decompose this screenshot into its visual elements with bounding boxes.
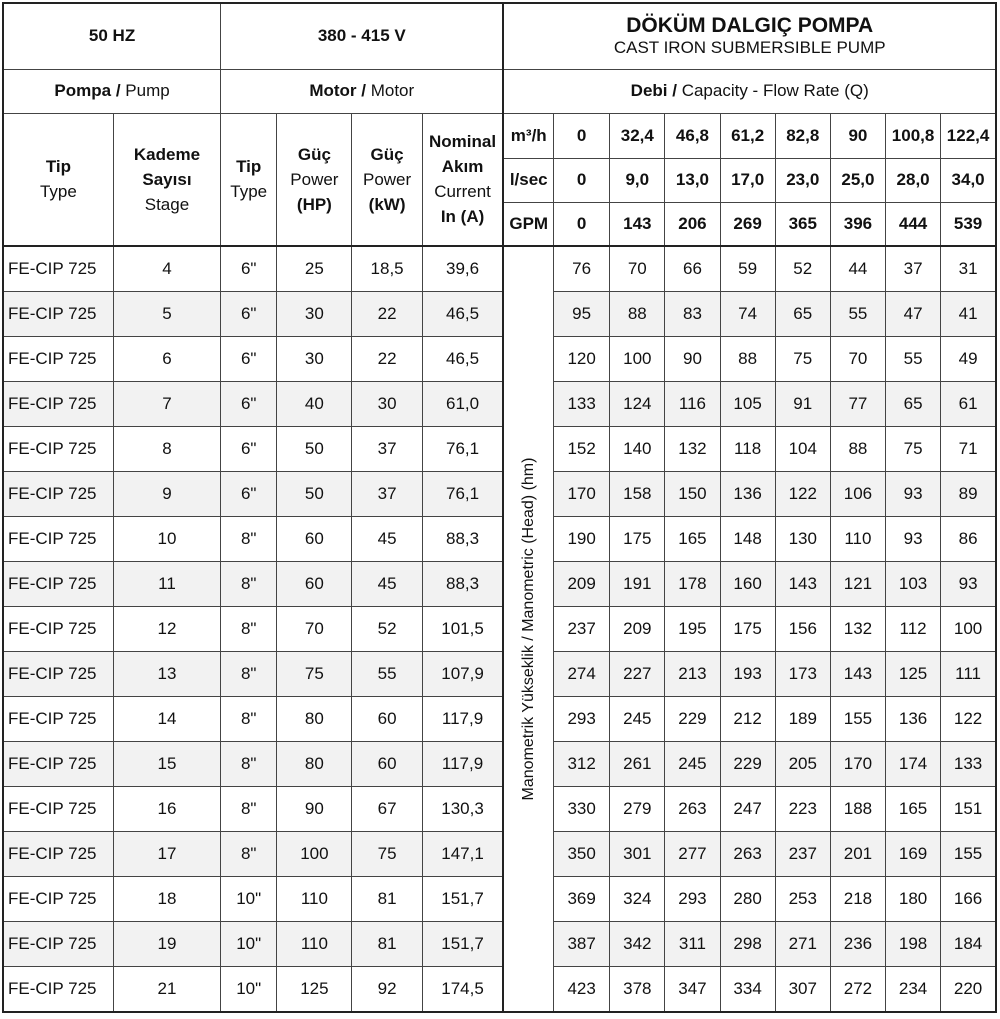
motor-type-cell: 10" xyxy=(221,877,277,922)
power-kw-cell: 55 xyxy=(352,652,422,697)
head-value: 52 xyxy=(775,246,830,292)
table-row xyxy=(3,337,996,382)
stage-cell: 12 xyxy=(113,607,220,652)
table-row xyxy=(3,607,996,652)
flow-value: 100,8 xyxy=(886,113,941,158)
pump-type-cell: FE-CIP 725 xyxy=(3,562,113,607)
stage-cell: 4 xyxy=(113,246,220,292)
head-value: 66 xyxy=(665,246,720,292)
head-value: 166 xyxy=(941,877,996,922)
head-value: 132 xyxy=(830,607,885,652)
motor-type-cell: 6" xyxy=(221,427,277,472)
current-cell: 147,1 xyxy=(422,832,503,877)
head-value: 155 xyxy=(941,832,996,877)
pump-type-cell: FE-CIP 725 xyxy=(3,427,113,472)
title-tr: DÖKÜM DALGIÇ POMPA xyxy=(626,14,874,38)
stage-cell: 7 xyxy=(113,382,220,427)
head-value: 61 xyxy=(941,382,996,427)
head-value: 174 xyxy=(886,742,941,787)
current-cell: 46,5 xyxy=(422,292,503,337)
power-hp-cell: 90 xyxy=(277,787,352,832)
head-value: 136 xyxy=(886,697,941,742)
head-value: 55 xyxy=(830,292,885,337)
head-value: 151 xyxy=(941,787,996,832)
pump-type-cell: FE-CIP 725 xyxy=(3,292,113,337)
stage-cell: 18 xyxy=(113,877,220,922)
power-hp-cell: 50 xyxy=(277,427,352,472)
table-row xyxy=(3,292,996,337)
motor-type-cell: 6" xyxy=(221,246,277,292)
head-value: 136 xyxy=(720,472,775,517)
stage-cell: 19 xyxy=(113,922,220,967)
head-value: 277 xyxy=(665,832,720,877)
motor-type-cell: 6" xyxy=(221,472,277,517)
flow-unit-label: GPM xyxy=(503,202,553,246)
current-cell: 107,9 xyxy=(422,652,503,697)
motor-type-cell: 6" xyxy=(221,382,277,427)
head-value: 112 xyxy=(886,607,941,652)
head-value: 218 xyxy=(830,877,885,922)
head-value: 89 xyxy=(941,472,996,517)
stage-cell: 13 xyxy=(113,652,220,697)
head-value: 188 xyxy=(830,787,885,832)
pump-type-cell: FE-CIP 725 xyxy=(3,967,113,1013)
head-value: 110 xyxy=(830,517,885,562)
head-value: 324 xyxy=(610,877,665,922)
head-value: 130 xyxy=(775,517,830,562)
head-value: 95 xyxy=(554,292,610,337)
current-cell: 101,5 xyxy=(422,607,503,652)
power-kw-cell: 67 xyxy=(352,787,422,832)
head-value: 93 xyxy=(886,517,941,562)
motor-type-cell: 8" xyxy=(221,742,277,787)
power-kw-cell: 30 xyxy=(352,382,422,427)
head-value: 116 xyxy=(665,382,720,427)
table-row xyxy=(3,562,996,607)
table-row xyxy=(3,697,996,742)
pump-spec-table xyxy=(2,2,997,1013)
power-kw-cell: 22 xyxy=(352,337,422,382)
head-value: 311 xyxy=(665,922,720,967)
table-row xyxy=(3,967,996,1013)
motor-type-cell: 8" xyxy=(221,652,277,697)
head-value: 90 xyxy=(665,337,720,382)
head-value: 86 xyxy=(941,517,996,562)
head-value: 213 xyxy=(665,652,720,697)
head-value: 184 xyxy=(941,922,996,967)
power-kw-cell: 52 xyxy=(352,607,422,652)
head-value: 227 xyxy=(610,652,665,697)
power-hp-cell: 125 xyxy=(277,967,352,1013)
flow-value: 82,8 xyxy=(775,113,830,158)
head-value: 103 xyxy=(886,562,941,607)
motor-type-cell: 8" xyxy=(221,697,277,742)
head-value: 205 xyxy=(775,742,830,787)
head-value: 369 xyxy=(554,877,610,922)
power-kw-cell: 60 xyxy=(352,697,422,742)
head-value: 237 xyxy=(554,607,610,652)
stage-cell: 17 xyxy=(113,832,220,877)
col-power-hp: Güç Power (HP) xyxy=(277,113,352,246)
pump-type-cell: FE-CIP 725 xyxy=(3,246,113,292)
head-value: 150 xyxy=(665,472,720,517)
head-label-text: Manometrik Yükseklik / Manometric (Head) (hm) xyxy=(519,457,537,801)
head-value: 173 xyxy=(775,652,830,697)
head-value: 195 xyxy=(665,607,720,652)
table-row xyxy=(3,742,996,787)
current-cell: 117,9 xyxy=(422,697,503,742)
head-value: 301 xyxy=(610,832,665,877)
head-value: 70 xyxy=(830,337,885,382)
head-value: 83 xyxy=(665,292,720,337)
col-power-kw: Güç Power (kW) xyxy=(352,113,422,246)
stage-cell: 21 xyxy=(113,967,220,1013)
stage-cell: 9 xyxy=(113,472,220,517)
head-value: 209 xyxy=(610,607,665,652)
current-cell: 88,3 xyxy=(422,517,503,562)
head-value: 88 xyxy=(610,292,665,337)
current-cell: 174,5 xyxy=(422,967,503,1013)
head-value: 387 xyxy=(554,922,610,967)
head-axis-label xyxy=(503,246,553,1012)
table-title xyxy=(503,3,996,69)
pump-type-cell: FE-CIP 725 xyxy=(3,832,113,877)
head-value: 37 xyxy=(886,246,941,292)
power-hp-cell: 75 xyxy=(277,652,352,697)
head-value: 133 xyxy=(554,382,610,427)
voltage-label: 380 - 415 V xyxy=(221,3,504,69)
flow-group-header: Debi / Capacity - Flow Rate (Q) xyxy=(503,69,996,113)
pump-type-cell: FE-CIP 725 xyxy=(3,337,113,382)
current-cell: 88,3 xyxy=(422,562,503,607)
head-value: 106 xyxy=(830,472,885,517)
stage-cell: 14 xyxy=(113,697,220,742)
head-value: 47 xyxy=(886,292,941,337)
head-value: 245 xyxy=(665,742,720,787)
head-value: 201 xyxy=(830,832,885,877)
flow-value: 46,8 xyxy=(665,113,720,158)
motor-type-cell: 8" xyxy=(221,607,277,652)
table-row xyxy=(3,472,996,517)
flow-value: 61,2 xyxy=(720,113,775,158)
head-value: 91 xyxy=(775,382,830,427)
head-value: 190 xyxy=(554,517,610,562)
head-value: 100 xyxy=(610,337,665,382)
flow-value: 17,0 xyxy=(720,158,775,202)
head-value: 76 xyxy=(554,246,610,292)
head-value: 65 xyxy=(775,292,830,337)
head-value: 122 xyxy=(941,697,996,742)
flow-value: 122,4 xyxy=(941,113,996,158)
motor-type-cell: 6" xyxy=(221,337,277,382)
table-row xyxy=(3,382,996,427)
head-value: 293 xyxy=(554,697,610,742)
pump-group-header: Pompa / Pump xyxy=(3,69,221,113)
head-value: 93 xyxy=(886,472,941,517)
head-value: 272 xyxy=(830,967,885,1013)
head-value: 261 xyxy=(610,742,665,787)
stage-cell: 10 xyxy=(113,517,220,562)
head-value: 350 xyxy=(554,832,610,877)
head-value: 75 xyxy=(775,337,830,382)
frequency-label: 50 HZ xyxy=(3,3,221,69)
motor-type-cell: 8" xyxy=(221,562,277,607)
flow-value: 143 xyxy=(610,202,665,246)
motor-group-header: Motor / Motor xyxy=(221,69,504,113)
head-value: 70 xyxy=(610,246,665,292)
head-value: 223 xyxy=(775,787,830,832)
pump-type-cell: FE-CIP 725 xyxy=(3,742,113,787)
head-value: 170 xyxy=(554,472,610,517)
pump-type-cell: FE-CIP 725 xyxy=(3,697,113,742)
flow-value: 32,4 xyxy=(610,113,665,158)
stage-cell: 6 xyxy=(113,337,220,382)
flow-value: 0 xyxy=(554,158,610,202)
flow-value: 444 xyxy=(886,202,941,246)
head-value: 220 xyxy=(941,967,996,1013)
motor-type-cell: 8" xyxy=(221,517,277,562)
current-cell: 76,1 xyxy=(422,472,503,517)
head-value: 189 xyxy=(775,697,830,742)
head-value: 88 xyxy=(830,427,885,472)
head-value: 423 xyxy=(554,967,610,1013)
head-value: 156 xyxy=(775,607,830,652)
current-cell: 61,0 xyxy=(422,382,503,427)
current-cell: 130,3 xyxy=(422,787,503,832)
power-hp-cell: 60 xyxy=(277,517,352,562)
motor-type-cell: 10" xyxy=(221,922,277,967)
head-value: 140 xyxy=(610,427,665,472)
head-value: 280 xyxy=(720,877,775,922)
flow-value: 23,0 xyxy=(775,158,830,202)
head-value: 378 xyxy=(610,967,665,1013)
head-value: 347 xyxy=(665,967,720,1013)
head-value: 44 xyxy=(830,246,885,292)
flow-value: 269 xyxy=(720,202,775,246)
power-kw-cell: 37 xyxy=(352,427,422,472)
head-value: 234 xyxy=(886,967,941,1013)
flow-value: 396 xyxy=(830,202,885,246)
flow-value: 0 xyxy=(554,202,610,246)
head-value: 169 xyxy=(886,832,941,877)
head-value: 120 xyxy=(554,337,610,382)
head-value: 59 xyxy=(720,246,775,292)
power-hp-cell: 40 xyxy=(277,382,352,427)
pump-type-cell: FE-CIP 725 xyxy=(3,472,113,517)
current-cell: 117,9 xyxy=(422,742,503,787)
head-value: 49 xyxy=(941,337,996,382)
head-value: 342 xyxy=(610,922,665,967)
head-value: 152 xyxy=(554,427,610,472)
head-value: 170 xyxy=(830,742,885,787)
power-hp-cell: 60 xyxy=(277,562,352,607)
head-value: 41 xyxy=(941,292,996,337)
current-cell: 151,7 xyxy=(422,922,503,967)
table-row xyxy=(3,787,996,832)
flow-value: 34,0 xyxy=(941,158,996,202)
col-motor-type: Tip Type xyxy=(221,113,277,246)
head-value: 209 xyxy=(554,562,610,607)
head-value: 312 xyxy=(554,742,610,787)
head-value: 193 xyxy=(720,652,775,697)
col-stage: Kademe Sayısı Stage xyxy=(113,113,220,246)
power-kw-cell: 18,5 xyxy=(352,246,422,292)
head-value: 245 xyxy=(610,697,665,742)
head-value: 271 xyxy=(775,922,830,967)
head-value: 71 xyxy=(941,427,996,472)
head-value: 175 xyxy=(720,607,775,652)
head-value: 165 xyxy=(886,787,941,832)
head-value: 178 xyxy=(665,562,720,607)
power-kw-cell: 22 xyxy=(352,292,422,337)
table-row xyxy=(3,877,996,922)
head-value: 88 xyxy=(720,337,775,382)
head-value: 104 xyxy=(775,427,830,472)
flow-value: 206 xyxy=(665,202,720,246)
head-value: 148 xyxy=(720,517,775,562)
head-value: 307 xyxy=(775,967,830,1013)
head-value: 247 xyxy=(720,787,775,832)
title-en: CAST IRON SUBMERSIBLE PUMP xyxy=(613,38,886,58)
power-kw-cell: 45 xyxy=(352,562,422,607)
pump-type-cell: FE-CIP 725 xyxy=(3,922,113,967)
power-kw-cell: 81 xyxy=(352,877,422,922)
motor-type-cell: 8" xyxy=(221,832,277,877)
current-cell: 76,1 xyxy=(422,427,503,472)
head-value: 74 xyxy=(720,292,775,337)
current-cell: 46,5 xyxy=(422,337,503,382)
head-value: 160 xyxy=(720,562,775,607)
head-value: 236 xyxy=(830,922,885,967)
table-row xyxy=(3,922,996,967)
power-kw-cell: 45 xyxy=(352,517,422,562)
head-value: 93 xyxy=(941,562,996,607)
pump-type-cell: FE-CIP 725 xyxy=(3,652,113,697)
head-value: 143 xyxy=(830,652,885,697)
head-value: 77 xyxy=(830,382,885,427)
stage-cell: 15 xyxy=(113,742,220,787)
current-cell: 151,7 xyxy=(422,877,503,922)
stage-cell: 16 xyxy=(113,787,220,832)
head-value: 263 xyxy=(720,832,775,877)
flow-value: 13,0 xyxy=(665,158,720,202)
head-value: 133 xyxy=(941,742,996,787)
flow-unit-label: l/sec xyxy=(503,158,553,202)
head-value: 105 xyxy=(720,382,775,427)
head-value: 100 xyxy=(941,607,996,652)
head-value: 121 xyxy=(830,562,885,607)
head-value: 118 xyxy=(720,427,775,472)
head-value: 180 xyxy=(886,877,941,922)
table-row xyxy=(3,246,996,292)
power-hp-cell: 30 xyxy=(277,292,352,337)
pump-type-cell: FE-CIP 725 xyxy=(3,382,113,427)
flow-value: 9,0 xyxy=(610,158,665,202)
head-value: 293 xyxy=(665,877,720,922)
col-type: Tip Type xyxy=(3,113,113,246)
power-hp-cell: 70 xyxy=(277,607,352,652)
power-hp-cell: 50 xyxy=(277,472,352,517)
motor-type-cell: 8" xyxy=(221,787,277,832)
flow-unit-label: m³/h xyxy=(503,113,553,158)
head-value: 124 xyxy=(610,382,665,427)
table-row xyxy=(3,832,996,877)
head-value: 330 xyxy=(554,787,610,832)
power-kw-cell: 37 xyxy=(352,472,422,517)
stage-cell: 8 xyxy=(113,427,220,472)
pump-type-cell: FE-CIP 725 xyxy=(3,607,113,652)
pump-type-cell: FE-CIP 725 xyxy=(3,517,113,562)
head-value: 155 xyxy=(830,697,885,742)
power-hp-cell: 100 xyxy=(277,832,352,877)
power-hp-cell: 80 xyxy=(277,742,352,787)
head-value: 334 xyxy=(720,967,775,1013)
power-kw-cell: 81 xyxy=(352,922,422,967)
head-value: 122 xyxy=(775,472,830,517)
power-kw-cell: 60 xyxy=(352,742,422,787)
power-hp-cell: 110 xyxy=(277,877,352,922)
motor-type-cell: 10" xyxy=(221,967,277,1013)
head-value: 298 xyxy=(720,922,775,967)
flow-value: 25,0 xyxy=(830,158,885,202)
head-value: 132 xyxy=(665,427,720,472)
stage-cell: 11 xyxy=(113,562,220,607)
head-value: 125 xyxy=(886,652,941,697)
current-cell: 39,6 xyxy=(422,246,503,292)
table-row xyxy=(3,652,996,697)
head-value: 263 xyxy=(665,787,720,832)
head-value: 229 xyxy=(720,742,775,787)
head-value: 75 xyxy=(886,427,941,472)
power-hp-cell: 25 xyxy=(277,246,352,292)
head-value: 198 xyxy=(886,922,941,967)
flow-value: 539 xyxy=(941,202,996,246)
head-value: 175 xyxy=(610,517,665,562)
stage-cell: 5 xyxy=(113,292,220,337)
flow-value: 0 xyxy=(554,113,610,158)
pump-type-cell: FE-CIP 725 xyxy=(3,877,113,922)
col-current: Nominal Akım Current In (A) xyxy=(422,113,503,246)
head-value: 253 xyxy=(775,877,830,922)
head-value: 191 xyxy=(610,562,665,607)
head-value: 143 xyxy=(775,562,830,607)
head-value: 279 xyxy=(610,787,665,832)
head-value: 158 xyxy=(610,472,665,517)
table-row xyxy=(3,427,996,472)
table-row xyxy=(3,517,996,562)
flow-value: 90 xyxy=(830,113,885,158)
flow-value: 365 xyxy=(775,202,830,246)
pump-type-cell: FE-CIP 725 xyxy=(3,787,113,832)
head-value: 31 xyxy=(941,246,996,292)
flow-value: 28,0 xyxy=(886,158,941,202)
power-kw-cell: 75 xyxy=(352,832,422,877)
head-value: 111 xyxy=(941,652,996,697)
head-value: 229 xyxy=(665,697,720,742)
head-value: 237 xyxy=(775,832,830,877)
power-hp-cell: 110 xyxy=(277,922,352,967)
head-value: 55 xyxy=(886,337,941,382)
head-value: 65 xyxy=(886,382,941,427)
power-hp-cell: 30 xyxy=(277,337,352,382)
head-value: 274 xyxy=(554,652,610,697)
head-value: 165 xyxy=(665,517,720,562)
power-hp-cell: 80 xyxy=(277,697,352,742)
power-kw-cell: 92 xyxy=(352,967,422,1013)
head-value: 212 xyxy=(720,697,775,742)
motor-type-cell: 6" xyxy=(221,292,277,337)
